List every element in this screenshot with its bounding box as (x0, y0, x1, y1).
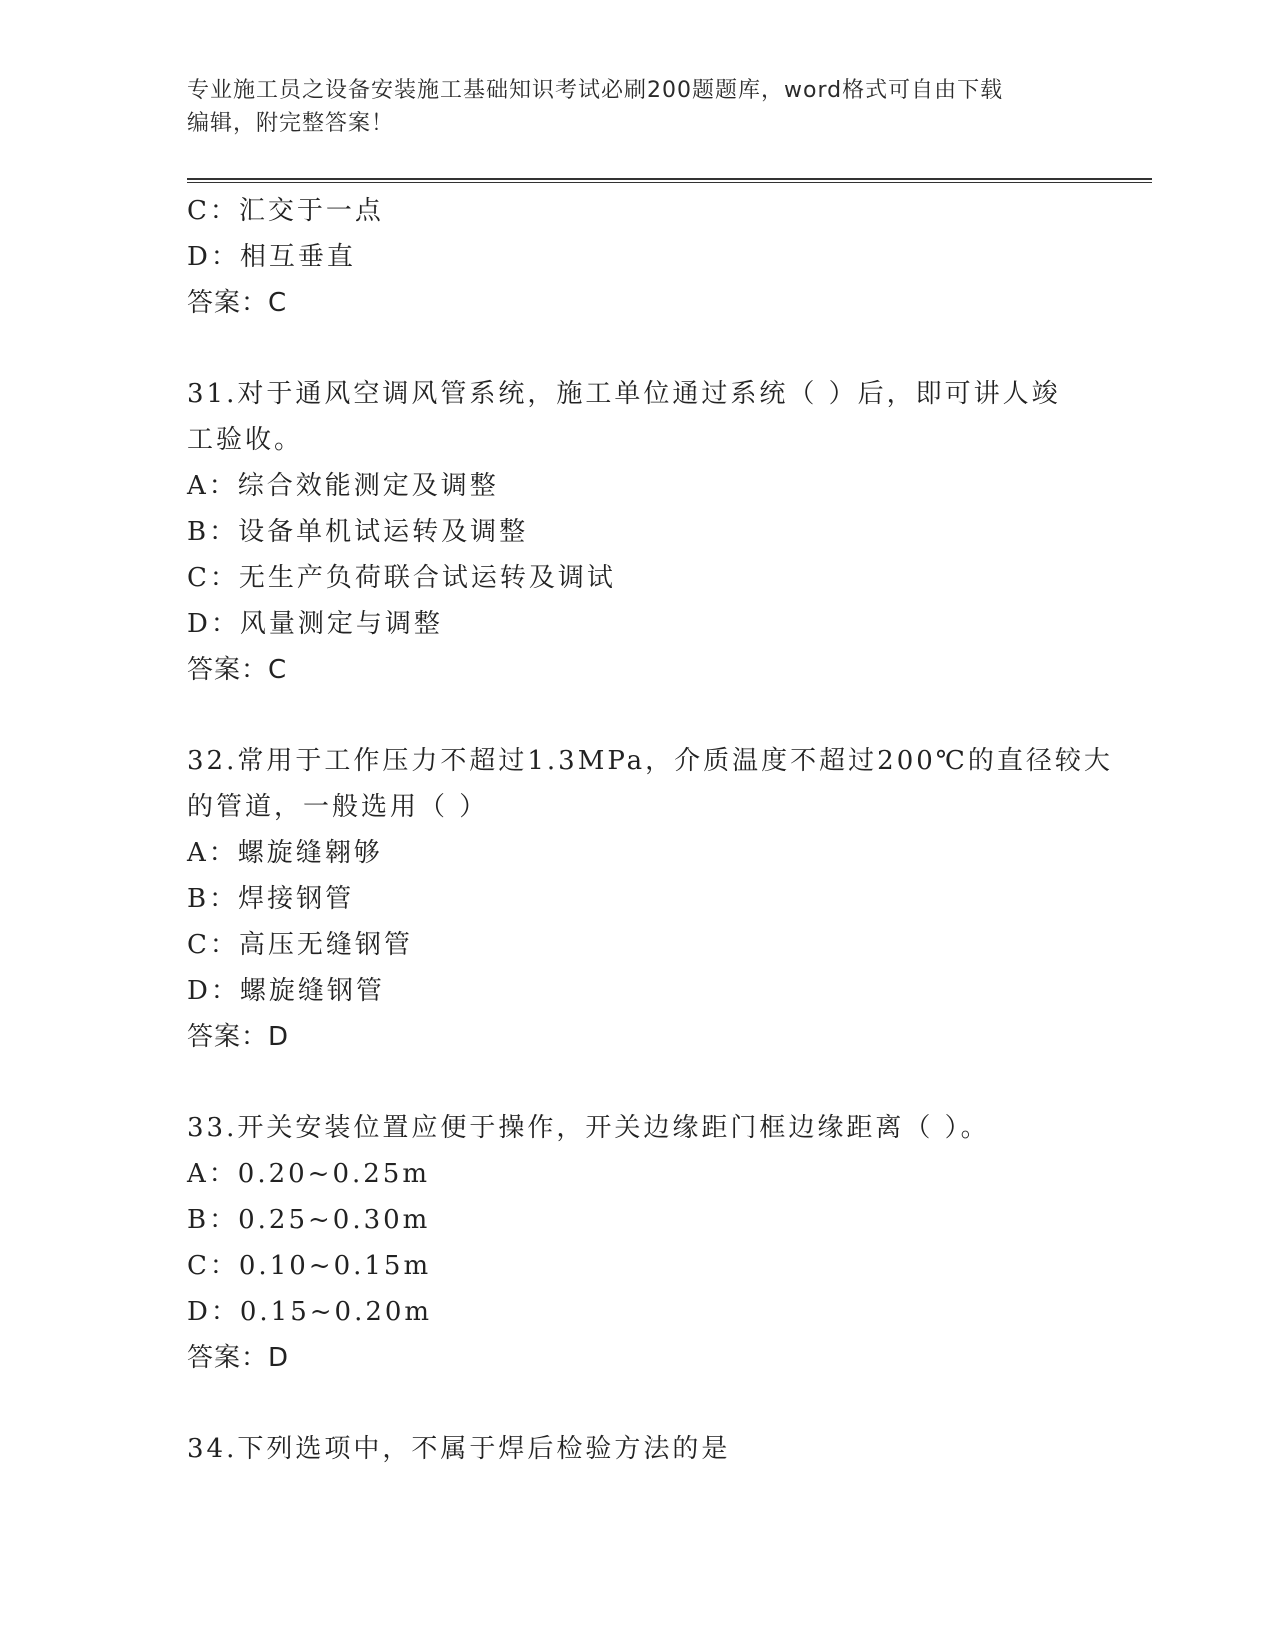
option-d: D：0.15~0.20m (187, 1297, 433, 1327)
header-divider (187, 178, 1152, 183)
question-stem-line-2: 的管道，一般选用（ ） (187, 792, 489, 822)
question-32 (187, 738, 1113, 1060)
option-c: C：0.10~0.15m (187, 1251, 432, 1281)
spacer (187, 1381, 1087, 1426)
option-c: C：无生产负荷联合试运转及调试 (187, 563, 616, 593)
spacer (187, 693, 1087, 738)
option-d: D：螺旋缝钢管 (187, 976, 385, 1006)
answer-line: 答案：C (187, 288, 288, 318)
spacer (187, 1060, 1087, 1105)
header-title-line-2: 编辑，附完整答案！ (187, 111, 395, 136)
option-a: A：螺旋缝翱够 (187, 838, 383, 868)
option-b: B：设备单机试运转及调整 (187, 517, 529, 547)
spacer (187, 326, 1087, 371)
option-c: C：汇交于一点 (187, 196, 384, 226)
option-b: B：0.25~0.30m (187, 1205, 431, 1235)
question-stem-line-1: 31.对于通风空调风管系统，施工单位通过系统（ ）后，即可讲人竣 (187, 379, 1061, 409)
question-33 (187, 1105, 1087, 1381)
answer-line: 答案：D (187, 1022, 290, 1052)
option-c: C：高压无缝钢管 (187, 930, 413, 960)
answer-line: 答案：C (187, 655, 288, 685)
question-34 (187, 1426, 1087, 1472)
option-a: A：0.20~0.25m (187, 1159, 430, 1189)
option-d: D：风量测定与调整 (187, 609, 443, 639)
question-stem-line-1: 32.常用于工作压力不超过1.3MPa，介质温度不超过200℃的直径较大 (187, 746, 1113, 776)
document-body (187, 188, 1113, 1472)
question-30-continuation (187, 188, 1087, 326)
option-d: D：相互垂直 (187, 242, 356, 272)
question-stem-line-1: 34.下列选项中，不属于焊后检验方法的是 (187, 1434, 731, 1464)
header-title-line-1: 专业施工员之设备安装施工基础知识考试必刷200题题库，word格式可自由下载 (187, 78, 1004, 103)
option-b: B：焊接钢管 (187, 884, 355, 914)
answer-line: 答案：D (187, 1343, 290, 1373)
question-stem-line-2: 工验收。 (187, 425, 304, 455)
document-header (187, 74, 1067, 140)
question-31 (187, 371, 1087, 693)
option-a: A：综合效能测定及调整 (187, 471, 499, 501)
question-stem-line-1: 33.开关安装位置应便于操作，开关边缘距门框边缘距离（ ）。 (187, 1113, 990, 1143)
